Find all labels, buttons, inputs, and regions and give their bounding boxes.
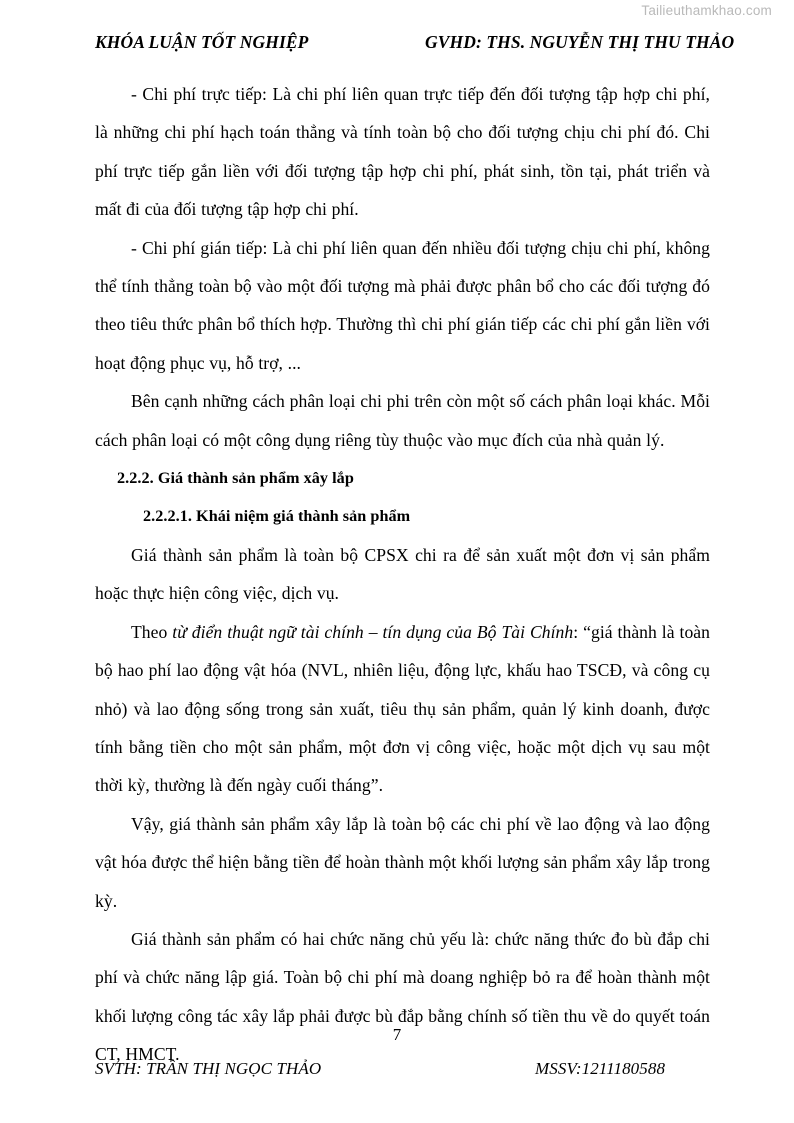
footer-student-id: MSSV:1211180588 — [535, 1059, 666, 1078]
paragraph-construction-cost: Vậy, giá thành sản phẩm xây lắp là toàn bộ các chi phí về lao động và lao động vật hóa được thể hiện bằng tiền để hoàn thành một khối lượng sản phẩm xây lắp trong kỳ. — [95, 813, 710, 911]
running-head-left: KHÓA LUẬN TỐT NGHIỆP — [95, 32, 309, 52]
page-content — [95, 75, 710, 1074]
watermark: Tailieuthamkhao.com — [641, 3, 772, 18]
heading-2-2-2-1: 2.2.2.1. Khái niệm giá thành sản phẩm — [143, 507, 411, 526]
quote-source-italic: từ điển thuật ngữ tài chính – tín dụng của Bộ Tài Chính — [172, 621, 574, 642]
quote-lead-text: Theo — [131, 621, 173, 642]
running-head — [95, 32, 735, 53]
quote-body-text: : “giá thành là toàn bộ hao phí lao động vật hóa (NVL, nhiên liệu, động lực, khấu hao TSCĐ, và công cụ nhỏ) và lao động sống trong sản xuất, tiêu thụ sản phẩm, quản lý kinh doanh, được tính bằng tiền cho một sản phẩm, một đơn vị công việc, hoặc một dịch vụ sau một thời kỳ, thường là đến ngày cuối tháng”. — [95, 621, 710, 796]
paragraph-product-cost-definition: Giá thành sản phẩm là toàn bộ CPSX chi ra để sản xuất một đơn vị sản phẩm hoặc thực hiện công việc, dịch vụ. — [95, 544, 710, 604]
paragraph-indirect-cost: - Chi phí gián tiếp: Là chi phí liên quan đến nhiều đối tượng chịu chi phí, không thể tính thẳng toàn bộ vào một đối tượng mà phải được phân bổ cho các đối tượng đó theo tiêu thức phân bổ thích hợp. Thường thì chi phí gián tiếp các chi phí gắn liền với hoạt động phục vụ, hỗ trợ, ... — [95, 237, 710, 373]
page-number: 7 — [392, 1025, 402, 1044]
heading-2-2-2: 2.2.2. Giá thành sản phẩm xây lắp — [117, 469, 354, 488]
paragraph-other-classification: Bên cạnh những cách phân loại chi phi trên còn một số cách phân loại khác. Mỗi cách phân loại có một công dụng riêng tùy thuộc vào mục đích của nhà quản lý. — [95, 391, 710, 450]
running-head-right: GVHD: THS. NGUYỄN THỊ THU THẢO — [425, 32, 735, 52]
footer-student-name: SVTH: TRẦN THỊ NGỌC THẢO — [95, 1059, 322, 1078]
paragraph-dictionary-quote — [95, 613, 710, 805]
page-footer — [95, 1059, 710, 1079]
paragraph-direct-cost: - Chi phí trực tiếp: Là chi phí liên quan trực tiếp đến đối tượng tập hợp chi phí, là những chi phí hạch toán thẳng và tính toàn bộ cho đối tượng chịu chi phí đó. Chi phí trực tiếp gắn liền với đối tượng tập hợp chi phí, phát sinh, tồn tại, phát triển và mất đi của đối tượng tập hợp chi phí. — [95, 84, 710, 220]
paragraph-two-functions: Giá thành sản phẩm có hai chức năng chủ yếu là: chức năng thức đo bù đắp chi phí và chức năng lập giá. Toàn bộ chi phí mà doang nghiệp bỏ ra để hoàn thành một khối lượng công tác xây lắp phải được bù đắp bằng chính số tiền thu về do quyết toán CT, HMCT. — [95, 928, 710, 1065]
